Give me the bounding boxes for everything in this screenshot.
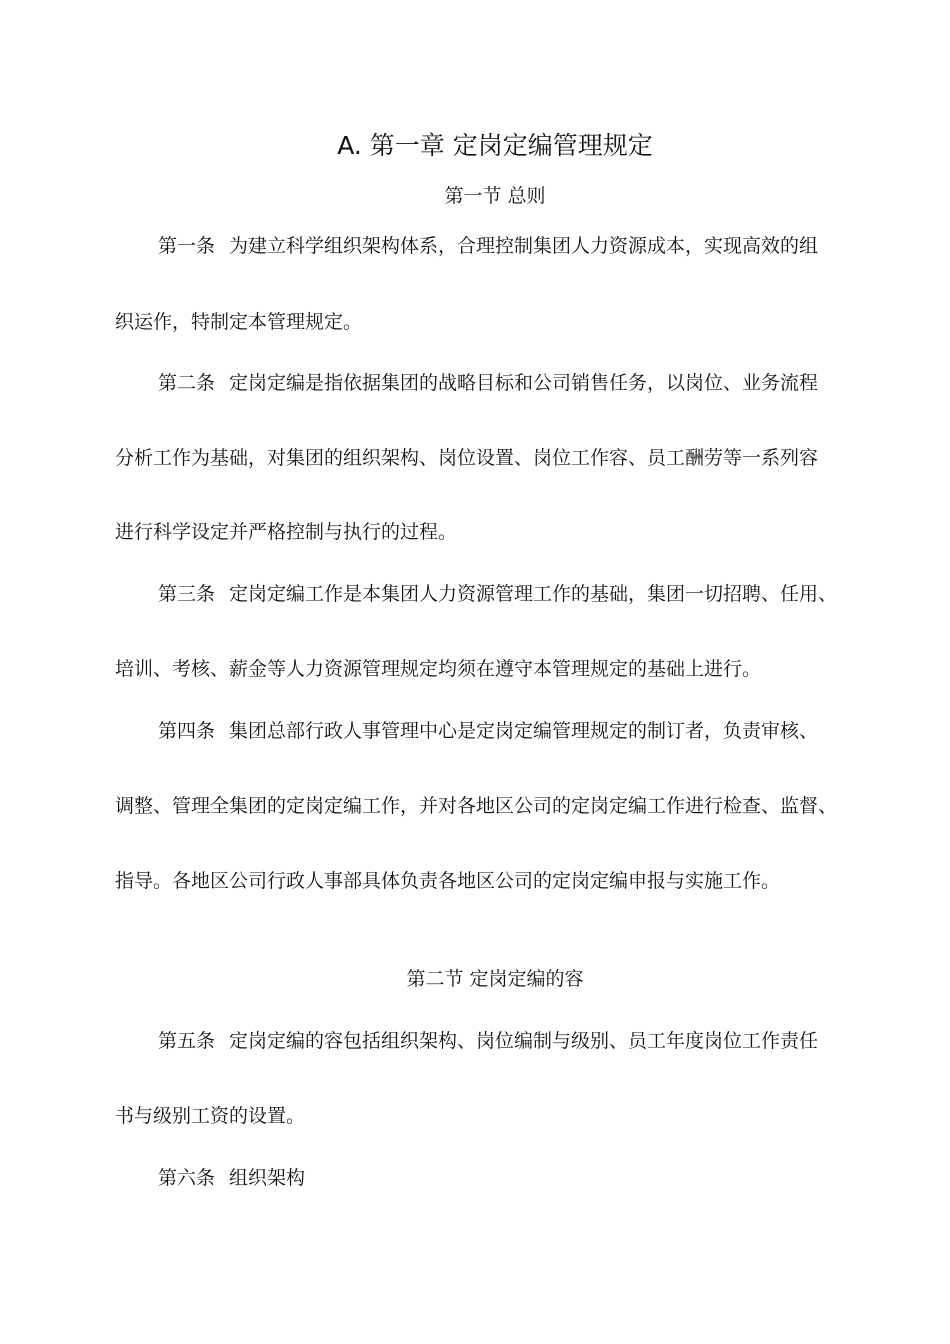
- article-text: 定岗定编的容包括组织架构、岗位编制与级别、员工年度岗位工作责任: [229, 1030, 819, 1052]
- article-continuation-line: 调整、管理全集团的定岗定编工作，并对各地区公司的定岗定编工作进行检查、监督、: [115, 795, 838, 817]
- article-number: 第四条: [158, 720, 216, 742]
- article-first-line: [158, 371, 818, 395]
- article-number: 第二条: [158, 372, 216, 394]
- article-first-line: [158, 1166, 305, 1190]
- article-continuation-line: 指导。各地区公司行政人事部具体负责各地区公司的定岗定编申报与实施工作。: [115, 870, 781, 892]
- article-text: 为建立科学组织架构体系，合理控制集团人力资源成本，实现高效的组: [229, 235, 819, 257]
- article-continuation-line: 织运作，特制定本管理规定。: [115, 311, 363, 333]
- chapter-title: A. 第一章 定岗定编管理规定: [337, 131, 653, 160]
- section-title: 第二节 定岗定编的容: [406, 968, 584, 990]
- article-number: 第六条: [158, 1167, 216, 1189]
- article-text: 组织架构: [229, 1167, 306, 1189]
- article-continuation-line: 分析工作为基础，对集团的组织架构、岗位设置、岗位工作容、员工酬劳等一系列容: [115, 447, 819, 469]
- article-number: 第五条: [158, 1030, 216, 1052]
- article-number: 第一条: [158, 235, 216, 257]
- article-continuation-line: 进行科学设定并严格控制与执行的过程。: [115, 521, 458, 543]
- article-first-line: [158, 582, 837, 606]
- article-first-line: [158, 719, 818, 743]
- article-first-line: [158, 1029, 818, 1053]
- section-title: 第一节 总则: [444, 185, 546, 207]
- article-continuation-line: 书与级别工资的设置。: [115, 1105, 306, 1127]
- article-number: 第三条: [158, 583, 216, 605]
- article-text: 集团总部行政人事管理中心是定岗定编管理规定的制订者，负责审核、: [229, 720, 819, 742]
- article-first-line: [158, 234, 818, 258]
- article-text: 定岗定编是指依据集团的战略目标和公司销售任务，以岗位、业务流程: [229, 372, 819, 394]
- article-continuation-line: 培训、考核、薪金等人力资源管理规定均须在遵守本管理规定的基础上进行。: [115, 658, 762, 680]
- article-text: 定岗定编工作是本集团人力资源管理工作的基础，集团一切招聘、任用、: [229, 583, 838, 605]
